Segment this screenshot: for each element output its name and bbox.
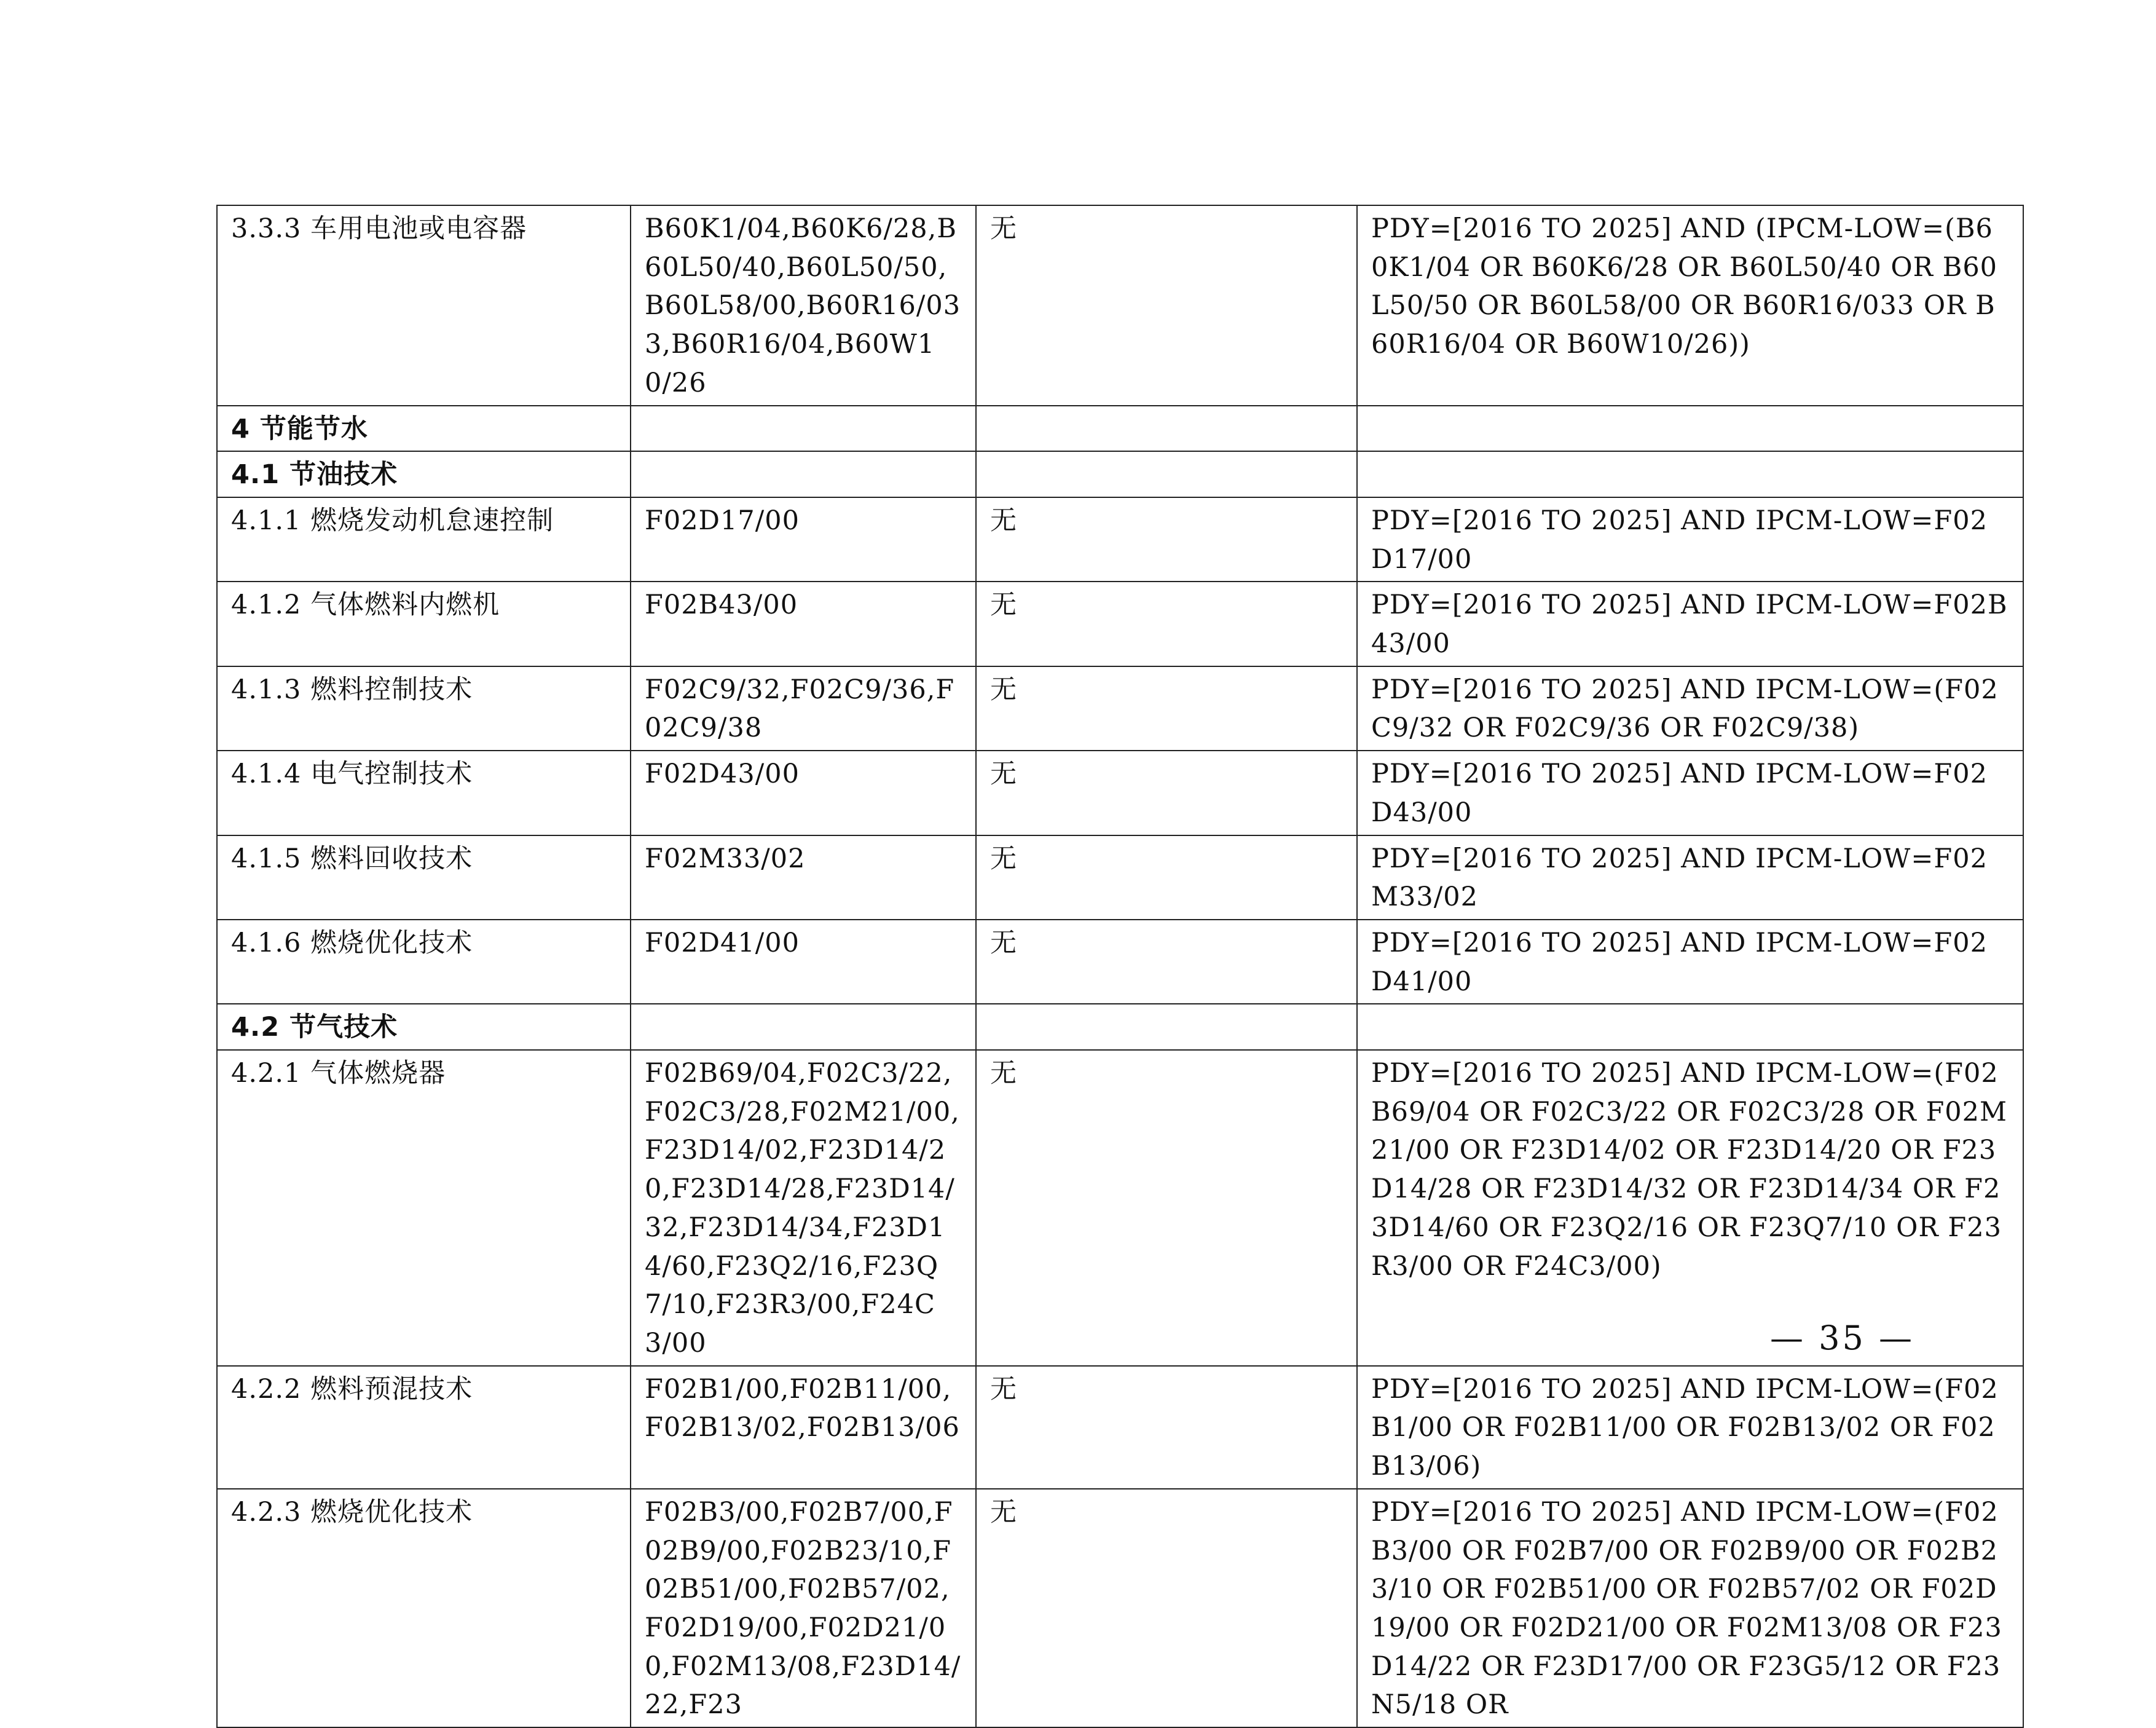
other-code-cell: 无	[976, 497, 1357, 582]
category-cell: 4.1.5 燃料回收技术	[217, 835, 631, 920]
ipc-code-cell: F02C9/32,F02C9/36,F02C9/38	[631, 666, 976, 751]
table-row	[217, 835, 2023, 920]
other-code-cell: 无	[976, 582, 1357, 666]
search-query-cell: PDY=[2016 TO 2025] AND IPCM-LOW=F02D17/00	[1357, 497, 2023, 582]
ipc-code-cell: F02D17/00	[631, 497, 976, 582]
other-code-cell: 无	[976, 1489, 1357, 1727]
table-row	[217, 1489, 2023, 1727]
table-row	[217, 1050, 2023, 1366]
search-query-cell: PDY=[2016 TO 2025] AND IPCM-LOW=(F02C9/32 OR F02C9/36 OR F02C9/38)	[1357, 666, 2023, 751]
other-code-cell: 无	[976, 205, 1357, 406]
ipc-code-cell: B60K1/04,B60K6/28,B60L50/40,B60L50/50,B60L58/00,B60R16/033,B60R16/04,B60W10/26	[631, 205, 976, 406]
search-query-cell: PDY=[2016 TO 2025] AND IPCM-LOW=(F02B3/00 OR F02B7/00 OR F02B9/00 OR F02B23/10 OR F02B51/00 OR F02B57/02 OR F02D19/00 OR F02D21/00 OR F02M13/08 OR F23D14/22 OR F23D17/00 OR F23G5/12 OR F23N5/18 OR	[1357, 1489, 2023, 1727]
other-code-cell: 无	[976, 1366, 1357, 1489]
ipc-code-cell: F02B43/00	[631, 582, 976, 666]
section-row	[217, 451, 2023, 497]
search-query-cell: PDY=[2016 TO 2025] AND IPCM-LOW=(F02B69/04 OR F02C3/22 OR F02C3/28 OR F02M21/00 OR F23D14/02 OR F23D14/20 OR F23D14/28 OR F23D14/32 OR F23D14/34 OR F23D14/60 OR F23Q2/16 OR F23Q7/10 OR F23R3/00 OR F24C3/00)	[1357, 1050, 2023, 1366]
ipc-code-cell: F02B69/04,F02C3/22,F02C3/28,F02M21/00,F23D14/02,F23D14/20,F23D14/28,F23D14/32,F23D14/34,F23D14/60,F23Q2/16,F23Q7/10,F23R3/00,F24C3/00	[631, 1050, 976, 1366]
other-code-cell: 无	[976, 751, 1357, 835]
category-cell: 4.2.2 燃料预混技术	[217, 1366, 631, 1489]
page-number: — 35 —	[1770, 1319, 1915, 1357]
ipc-code-cell: F02B1/00,F02B11/00,F02B13/02,F02B13/06	[631, 1366, 976, 1489]
category-cell: 4.2.1 气体燃烧器	[217, 1050, 631, 1366]
table-row	[217, 666, 2023, 751]
search-query-cell: PDY=[2016 TO 2025] AND (IPCM-LOW=(B60K1/04 OR B60K6/28 OR B60L50/40 OR B60L50/50 OR B60L58/00 OR B60R16/033 OR B60R16/04 OR B60W10/26))	[1357, 205, 2023, 406]
ipc-code-cell: F02B3/00,F02B7/00,F02B9/00,F02B23/10,F02B51/00,F02B57/02,F02D19/00,F02D21/00,F02M13/08,F23D14/22,F23	[631, 1489, 976, 1727]
category-cell: 4.2 节气技术	[217, 1004, 631, 1050]
ipc-code-cell	[631, 1004, 976, 1050]
category-cell: 4 节能节水	[217, 406, 631, 452]
ipc-code-cell: F02D41/00	[631, 920, 976, 1004]
other-code-cell	[976, 1004, 1357, 1050]
section-row	[217, 1004, 2023, 1050]
search-query-cell: PDY=[2016 TO 2025] AND IPCM-LOW=(F02B1/00 OR F02B11/00 OR F02B13/02 OR F02B13/06)	[1357, 1366, 2023, 1489]
search-query-cell	[1357, 1004, 2023, 1050]
category-cell: 3.3.3 车用电池或电容器	[217, 205, 631, 406]
other-code-cell: 无	[976, 920, 1357, 1004]
search-query-cell: PDY=[2016 TO 2025] AND IPCM-LOW=F02B43/00	[1357, 582, 2023, 666]
category-cell: 4.1 节油技术	[217, 451, 631, 497]
table-row	[217, 1366, 2023, 1489]
category-cell: 4.1.6 燃烧优化技术	[217, 920, 631, 1004]
table-row	[217, 205, 2023, 406]
other-code-cell	[976, 451, 1357, 497]
other-code-cell: 无	[976, 1050, 1357, 1366]
table-row	[217, 751, 2023, 835]
other-code-cell	[976, 406, 1357, 452]
table-body	[217, 205, 2023, 1727]
category-cell: 4.2.3 燃烧优化技术	[217, 1489, 631, 1727]
category-cell: 4.1.1 燃烧发动机怠速控制	[217, 497, 631, 582]
ipc-code-cell	[631, 406, 976, 452]
search-query-cell	[1357, 406, 2023, 452]
category-cell: 4.1.3 燃料控制技术	[217, 666, 631, 751]
search-query-cell: PDY=[2016 TO 2025] AND IPCM-LOW=F02M33/02	[1357, 835, 2023, 920]
category-cell: 4.1.4 电气控制技术	[217, 751, 631, 835]
category-cell: 4.1.2 气体燃料内燃机	[217, 582, 631, 666]
other-code-cell: 无	[976, 835, 1357, 920]
ipc-code-cell: F02D43/00	[631, 751, 976, 835]
search-query-cell: PDY=[2016 TO 2025] AND IPCM-LOW=F02D41/00	[1357, 920, 2023, 1004]
search-query-cell: PDY=[2016 TO 2025] AND IPCM-LOW=F02D43/00	[1357, 751, 2023, 835]
section-row	[217, 406, 2023, 452]
ipc-code-cell: F02M33/02	[631, 835, 976, 920]
classification-table	[216, 205, 2024, 1728]
table-row	[217, 920, 2023, 1004]
other-code-cell: 无	[976, 666, 1357, 751]
table-row	[217, 497, 2023, 582]
table-row	[217, 582, 2023, 666]
search-query-cell	[1357, 451, 2023, 497]
ipc-code-cell	[631, 451, 976, 497]
